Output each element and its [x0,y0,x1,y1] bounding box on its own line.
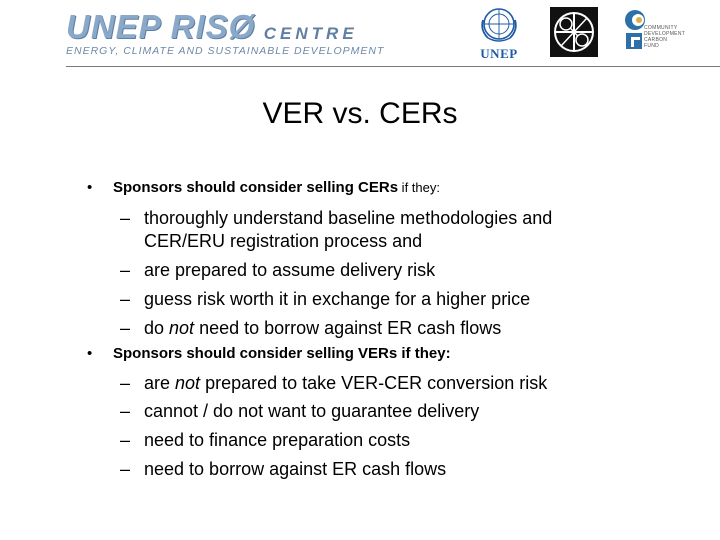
brand-main-text: UNEP RISØ [66,8,256,45]
cdcf-logo-text [644,25,685,49]
text-run: do [144,318,170,338]
sub-item-text [144,372,547,394]
bullet-marker: • [87,345,93,362]
dash-marker: – [120,430,131,450]
dash-marker: – [120,373,131,393]
header-divider [66,66,720,67]
sub-item-text: are prepared to assume delivery risk [144,260,436,280]
sub-item-continuation: CER/ERU registration process and [144,231,423,251]
unep-riso-centre-logo [66,10,384,57]
dash-marker: – [120,459,131,479]
dash-marker: – [120,318,131,338]
text-run: prepared to take VER-CER conversion risk [200,373,548,393]
cdcf-line: COMMUNITY [644,25,678,31]
cdcf-line: CARBON [644,37,668,43]
bullet-text [113,345,451,363]
emphasis-text: not [169,318,195,338]
bullet-lead: Sponsors should consider selling VERs if they [113,345,446,362]
sub-item-text [144,317,501,339]
text-run: need to borrow against ER cash flows [194,318,502,338]
dash-marker: – [120,208,131,228]
dash-marker: – [120,289,131,309]
sub-item-text: cannot / do not want to guarantee delivery [144,401,480,421]
emphasis-text: not [175,373,201,393]
brand-subtitle: ENERGY, CLIMATE AND SUSTAINABLE DEVELOPMENT [66,45,385,57]
unep-logo-text: UNEP [480,46,518,61]
slide-header [0,0,720,68]
sub-item-text: need to borrow against ER cash flows [144,459,447,479]
sub-item-text: thoroughly understand baseline methodologies and [144,208,553,228]
slide-title: VER vs. CERs [262,97,458,130]
unep-logo [474,6,524,62]
bullet-lead-tail: if they: [398,180,440,195]
bullet-lead-tail: : [445,345,451,362]
brand-centre-text: CENTRE [263,23,358,43]
cdcf-line: FUND [644,43,660,49]
dash-marker: – [120,260,131,280]
bullet-lead: Sponsors should consider selling CERs [113,179,399,196]
cdcf-line: DEVELOPMENT [644,31,686,37]
world-bank-carbon-finance-icon [549,6,599,58]
bullet-marker: • [87,179,93,196]
un-emblem-icon [474,6,524,46]
bullet-text [113,179,440,197]
cdcf-emblem-icon [624,7,646,51]
text-run: are [144,373,176,393]
community-development-carbon-fund-logo [624,7,688,59]
dash-marker: – [120,401,131,421]
sub-item-text: need to finance preparation costs [144,430,411,450]
carbon-finance-logo [549,6,599,58]
sub-item-text: guess risk worth it in exchange for a higher price [144,289,531,309]
